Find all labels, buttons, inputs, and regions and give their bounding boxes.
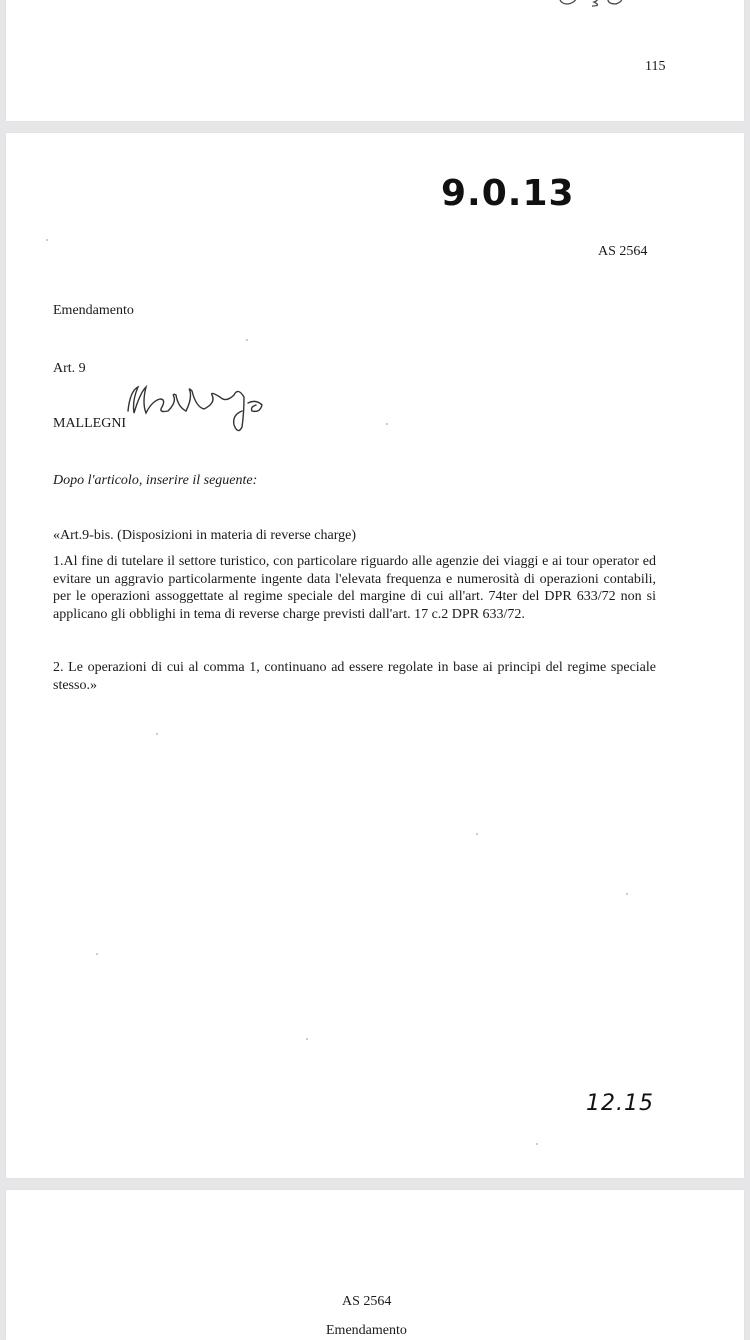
scan-speck xyxy=(306,1038,308,1040)
heading-emendamento: Emendamento xyxy=(53,303,134,318)
document-page-2 xyxy=(6,133,744,1178)
document-page-1 xyxy=(6,0,744,121)
handwritten-scrawl xyxy=(554,0,634,12)
scan-speck xyxy=(626,893,628,895)
paragraph-1: 1.Al fine di tutelare il settore turistico, con particolare riguardo alle agenzie dei viaggi e ai tour operator ed evitare un aggravio particolarmente ingente data l'elevata frequenza e numerosità di operazioni contabili, per le operazioni assoggettate al regime speciale del margine di cui all'art. 74ter del DPR 633/72 non si applicano gli obblighi in tema di reverse charge previsti dall'art. 17 c.2 DPR 633/72. xyxy=(53,554,656,622)
doc-reference: AS 2564 xyxy=(598,244,648,259)
scan-speck xyxy=(96,953,98,955)
senator-name: MALLEGNI xyxy=(53,416,127,431)
handwritten-time: 12.15 xyxy=(586,1091,654,1116)
handwritten-signature xyxy=(116,373,286,435)
scan-speck xyxy=(536,1143,538,1145)
doc-reference: AS 2564 xyxy=(342,1294,392,1309)
page-number: 115 xyxy=(645,59,666,74)
scan-speck xyxy=(386,423,388,425)
scan-speck xyxy=(46,239,48,241)
paragraph-2: 2. Le operazioni di cui al comma 1, continuano ad essere regolate in base ai principi del regime speciale stesso.» xyxy=(53,660,656,693)
article-title: «Art.9-bis. (Disposizioni in materia di reverse charge) xyxy=(53,528,356,543)
heading-emendamento: Emendamento xyxy=(326,1323,407,1338)
scan-speck xyxy=(246,339,248,341)
handwritten-code: 9.0.13 xyxy=(441,173,575,214)
article-number: Art. 9 xyxy=(53,361,86,376)
instruction-text: Dopo l'articolo, inserire il seguente: xyxy=(53,473,258,488)
scan-speck xyxy=(156,733,158,735)
document-page-3 xyxy=(6,1190,744,1340)
scan-speck xyxy=(476,833,478,835)
